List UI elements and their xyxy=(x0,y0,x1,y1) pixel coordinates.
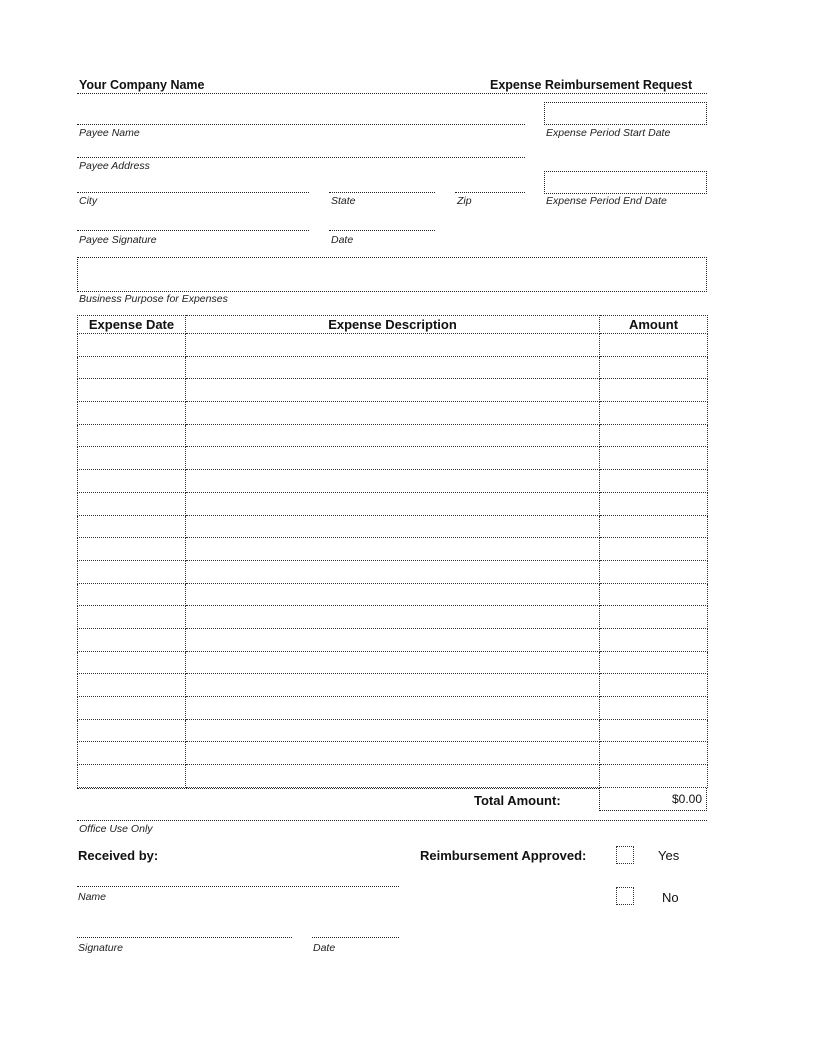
expense-description-cell[interactable] xyxy=(186,765,600,788)
table-row xyxy=(78,470,708,493)
expense-date-cell[interactable] xyxy=(78,674,186,697)
expense-date-cell[interactable] xyxy=(78,379,186,402)
expense-description-cell[interactable] xyxy=(186,628,600,651)
office-divider xyxy=(77,820,707,821)
reimbursement-approved-label: Reimbursement Approved: xyxy=(420,848,587,863)
expense-date-cell[interactable] xyxy=(78,492,186,515)
amount-cell[interactable] xyxy=(600,651,708,674)
table-row xyxy=(78,424,708,447)
amount-cell[interactable] xyxy=(600,719,708,742)
expense-description-cell[interactable] xyxy=(186,674,600,697)
expense-description-cell[interactable] xyxy=(186,470,600,493)
expense-description-cell[interactable] xyxy=(186,742,600,765)
received-signature-label: Signature xyxy=(78,942,123,954)
payee-address-label: Payee Address xyxy=(79,160,150,172)
table-header-row xyxy=(78,316,708,334)
form-title: Expense Reimbursement Request xyxy=(490,78,693,92)
state-label: State xyxy=(331,195,356,207)
amount-cell[interactable] xyxy=(600,470,708,493)
expense-description-cell[interactable] xyxy=(186,583,600,606)
amount-cell[interactable] xyxy=(600,674,708,697)
expense-description-cell[interactable] xyxy=(186,560,600,583)
expense-date-cell[interactable] xyxy=(78,470,186,493)
table-row xyxy=(78,742,708,765)
business-purpose-input[interactable] xyxy=(77,257,707,292)
expense-date-cell[interactable] xyxy=(78,606,186,629)
expense-description-cell[interactable] xyxy=(186,606,600,629)
payee-name-input[interactable] xyxy=(77,124,525,125)
business-purpose-label: Business Purpose for Expenses xyxy=(79,293,228,305)
payee-signature-label: Payee Signature xyxy=(79,234,157,246)
period-start-label: Expense Period Start Date xyxy=(546,127,671,139)
zip-label: Zip xyxy=(457,195,472,207)
payee-date-input[interactable] xyxy=(329,230,435,231)
expense-date-cell[interactable] xyxy=(78,697,186,720)
expense-date-cell[interactable] xyxy=(78,719,186,742)
amount-cell[interactable] xyxy=(600,765,708,788)
table-row xyxy=(78,515,708,538)
city-label: City xyxy=(79,195,98,207)
amount-cell[interactable] xyxy=(600,583,708,606)
column-header-expense-date: Expense Date xyxy=(78,316,186,334)
received-date-input[interactable] xyxy=(312,937,399,938)
approved-no-checkbox[interactable] xyxy=(616,887,634,905)
payee-signature-input[interactable] xyxy=(77,230,309,231)
expense-description-cell[interactable] xyxy=(186,356,600,379)
table-row xyxy=(78,447,708,470)
company-name: Your Company Name xyxy=(79,78,205,92)
total-amount-cell xyxy=(599,788,707,811)
expense-date-cell[interactable] xyxy=(78,628,186,651)
header-divider xyxy=(77,93,707,94)
table-row xyxy=(78,402,708,425)
amount-cell[interactable] xyxy=(600,492,708,515)
amount-cell[interactable] xyxy=(600,606,708,629)
amount-cell[interactable] xyxy=(600,628,708,651)
received-by-label: Received by: xyxy=(78,848,159,863)
expense-description-cell[interactable] xyxy=(186,402,600,425)
payee-name-label: Payee Name xyxy=(79,127,140,139)
table-row xyxy=(78,697,708,720)
column-header-expense-description: Expense Description xyxy=(186,316,600,334)
expense-description-cell[interactable] xyxy=(186,424,600,447)
expense-date-cell[interactable] xyxy=(78,334,186,357)
approved-yes-checkbox[interactable] xyxy=(616,846,634,864)
table-row xyxy=(78,334,708,357)
table-row xyxy=(78,379,708,402)
total-amount-label: Total Amount: xyxy=(474,793,561,808)
expense-description-cell[interactable] xyxy=(186,492,600,515)
expense-table xyxy=(77,315,708,788)
expense-date-cell[interactable] xyxy=(78,447,186,470)
total-amount-value: $0.00 xyxy=(671,792,702,806)
table-row xyxy=(78,492,708,515)
expense-date-cell[interactable] xyxy=(78,560,186,583)
approved-yes-label: Yes xyxy=(658,848,680,863)
zip-input[interactable] xyxy=(455,192,525,193)
table-row xyxy=(78,606,708,629)
period-end-label: Expense Period End Date xyxy=(546,195,667,207)
amount-cell[interactable] xyxy=(600,538,708,561)
received-name-label: Name xyxy=(78,891,107,903)
expense-date-cell[interactable] xyxy=(78,538,186,561)
expense-description-cell[interactable] xyxy=(186,719,600,742)
amount-cell[interactable] xyxy=(600,356,708,379)
expense-description-cell[interactable] xyxy=(186,651,600,674)
expense-description-cell[interactable] xyxy=(186,447,600,470)
expense-description-cell[interactable] xyxy=(186,515,600,538)
table-row xyxy=(78,719,708,742)
amount-cell[interactable] xyxy=(600,447,708,470)
expense-date-cell[interactable] xyxy=(78,424,186,447)
amount-cell[interactable] xyxy=(600,424,708,447)
state-input[interactable] xyxy=(329,192,435,193)
column-header-amount: Amount xyxy=(600,316,708,334)
received-date-label: Date xyxy=(313,942,336,954)
table-row xyxy=(78,765,708,788)
office-use-label: Office Use Only xyxy=(79,823,153,835)
table-row xyxy=(78,583,708,606)
period-start-input[interactable] xyxy=(544,102,707,125)
table-row xyxy=(78,560,708,583)
amount-cell[interactable] xyxy=(600,334,708,357)
amount-cell[interactable] xyxy=(600,697,708,720)
expense-date-cell[interactable] xyxy=(78,765,186,788)
amount-cell[interactable] xyxy=(600,402,708,425)
expense-description-cell[interactable] xyxy=(186,379,600,402)
expense-date-cell[interactable] xyxy=(78,742,186,765)
received-signature-input[interactable] xyxy=(77,937,292,938)
table-bottom-border xyxy=(77,788,599,789)
period-end-input[interactable] xyxy=(544,171,707,194)
city-input[interactable] xyxy=(77,192,309,193)
expense-date-cell[interactable] xyxy=(78,515,186,538)
expense-date-cell[interactable] xyxy=(78,402,186,425)
amount-cell[interactable] xyxy=(600,560,708,583)
table-row xyxy=(78,651,708,674)
approved-no-label: No xyxy=(662,890,679,905)
table-row xyxy=(78,628,708,651)
payee-date-label: Date xyxy=(331,234,354,246)
expense-date-cell[interactable] xyxy=(78,356,186,379)
payee-address-input[interactable] xyxy=(77,157,525,158)
expense-date-cell[interactable] xyxy=(78,651,186,674)
expense-description-cell[interactable] xyxy=(186,334,600,357)
received-name-input[interactable] xyxy=(77,886,399,887)
table-row xyxy=(78,356,708,379)
table-row xyxy=(78,538,708,561)
amount-cell[interactable] xyxy=(600,742,708,765)
expense-description-cell[interactable] xyxy=(186,697,600,720)
amount-cell[interactable] xyxy=(600,379,708,402)
amount-cell[interactable] xyxy=(600,515,708,538)
expense-description-cell[interactable] xyxy=(186,538,600,561)
table-row xyxy=(78,674,708,697)
expense-date-cell[interactable] xyxy=(78,583,186,606)
